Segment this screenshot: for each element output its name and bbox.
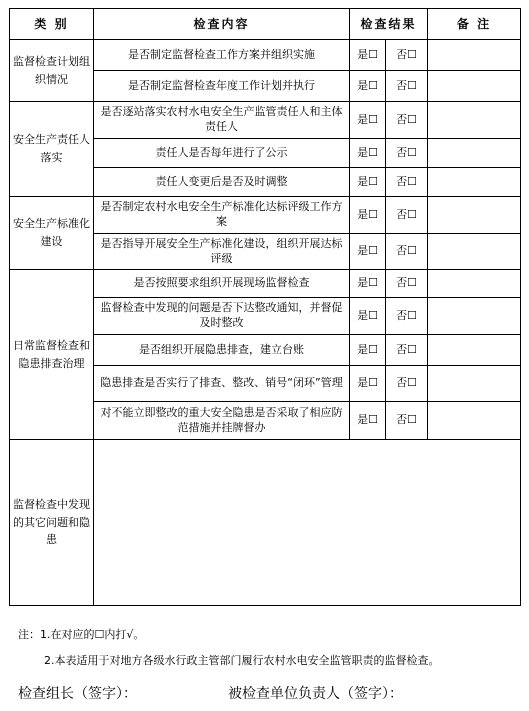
remark-cell[interactable] <box>428 102 521 139</box>
header-row <box>10 9 521 40</box>
category-cell-other-issues: 监督检查中发现的其它问题和隐患 <box>10 440 94 606</box>
no-checkbox[interactable]: 否☐ <box>386 298 428 335</box>
note-2: 2.本表适用于对地方各级水行政主管部门履行农村水电安全监管职责的监督检查。 <box>44 654 440 667</box>
no-checkbox[interactable]: 否☐ <box>386 71 428 102</box>
yes-checkbox[interactable]: 是☐ <box>350 197 386 234</box>
other-issues-field[interactable] <box>94 440 521 606</box>
check-item: 责任人变更后是否及时调整 <box>94 168 350 197</box>
table-row <box>10 102 521 139</box>
inspected-unit-signature-label: 被检查单位负责人（签字）： <box>228 686 403 702</box>
no-checkbox[interactable]: 否☐ <box>386 402 428 440</box>
no-checkbox[interactable]: 否☐ <box>386 197 428 234</box>
yes-checkbox[interactable]: 是☐ <box>350 402 386 440</box>
yes-checkbox[interactable]: 是☐ <box>350 298 386 335</box>
yes-checkbox[interactable]: 是☐ <box>350 139 386 168</box>
header-result: 检查结果 <box>350 9 428 40</box>
inspection-checklist-table <box>9 8 521 606</box>
remark-cell[interactable] <box>428 40 521 71</box>
remark-cell[interactable] <box>428 335 521 366</box>
remark-cell[interactable] <box>428 234 521 270</box>
no-checkbox[interactable]: 否☐ <box>386 102 428 139</box>
table-row <box>10 440 521 606</box>
no-checkbox[interactable]: 否☐ <box>386 40 428 71</box>
table-row <box>10 197 521 234</box>
remark-cell[interactable] <box>428 402 521 440</box>
check-item: 是否逐站落实农村水电安全生产监管责任人和主体责任人 <box>94 102 350 139</box>
remark-cell[interactable] <box>428 366 521 402</box>
check-item: 是否制定监督检查工作方案并组织实施 <box>94 40 350 71</box>
check-item: 是否制定农村水电安全生产标准化达标评级工作方案 <box>94 197 350 234</box>
check-item: 是否按照要求组织开展现场监督检查 <box>94 270 350 298</box>
remark-cell[interactable] <box>428 298 521 335</box>
remark-cell[interactable] <box>428 197 521 234</box>
category-cell: 日常监督检查和隐患排查治理 <box>10 270 94 440</box>
note-1: 注：1.在对应的☐内打√。 <box>18 628 145 641</box>
table-row <box>10 270 521 298</box>
remark-cell[interactable] <box>428 139 521 168</box>
no-checkbox[interactable]: 否☐ <box>386 168 428 197</box>
check-item: 是否组织开展隐患排查，建立台账 <box>94 335 350 366</box>
header-category: 类 别 <box>10 9 94 40</box>
yes-checkbox[interactable]: 是☐ <box>350 270 386 298</box>
category-cell: 安全生产责任人落实 <box>10 102 94 197</box>
no-checkbox[interactable]: 否☐ <box>386 335 428 366</box>
no-checkbox[interactable]: 否☐ <box>386 366 428 402</box>
no-checkbox[interactable]: 否☐ <box>386 234 428 270</box>
check-item: 是否制定监督检查年度工作计划并执行 <box>94 71 350 102</box>
inspection-leader-signature-label: 检查组长（签字）： <box>18 686 137 702</box>
category-cell: 安全生产标准化建设 <box>10 197 94 270</box>
yes-checkbox[interactable]: 是☐ <box>350 335 386 366</box>
check-item: 监督检查中发现的问题是否下达整改通知，并督促及时整改 <box>94 298 350 335</box>
yes-checkbox[interactable]: 是☐ <box>350 102 386 139</box>
header-content: 检查内容 <box>94 9 350 40</box>
remark-cell[interactable] <box>428 168 521 197</box>
check-item: 是否指导开展安全生产标准化建设，组织开展达标评级 <box>94 234 350 270</box>
category-cell: 监督检查计划组织情况 <box>10 40 94 102</box>
no-checkbox[interactable]: 否☐ <box>386 270 428 298</box>
remark-cell[interactable] <box>428 71 521 102</box>
no-checkbox[interactable]: 否☐ <box>386 139 428 168</box>
table-row <box>10 40 521 71</box>
header-remark: 备 注 <box>428 9 521 40</box>
yes-checkbox[interactable]: 是☐ <box>350 40 386 71</box>
check-item: 责任人是否每年进行了公示 <box>94 139 350 168</box>
yes-checkbox[interactable]: 是☐ <box>350 168 386 197</box>
yes-checkbox[interactable]: 是☐ <box>350 366 386 402</box>
check-item: 隐患排查是否实行了排查、整改、销号“闭环”管理 <box>94 366 350 402</box>
check-item: 对不能立即整改的重大安全隐患是否采取了相应防范措施并挂牌督办 <box>94 402 350 440</box>
yes-checkbox[interactable]: 是☐ <box>350 234 386 270</box>
yes-checkbox[interactable]: 是☐ <box>350 71 386 102</box>
remark-cell[interactable] <box>428 270 521 298</box>
